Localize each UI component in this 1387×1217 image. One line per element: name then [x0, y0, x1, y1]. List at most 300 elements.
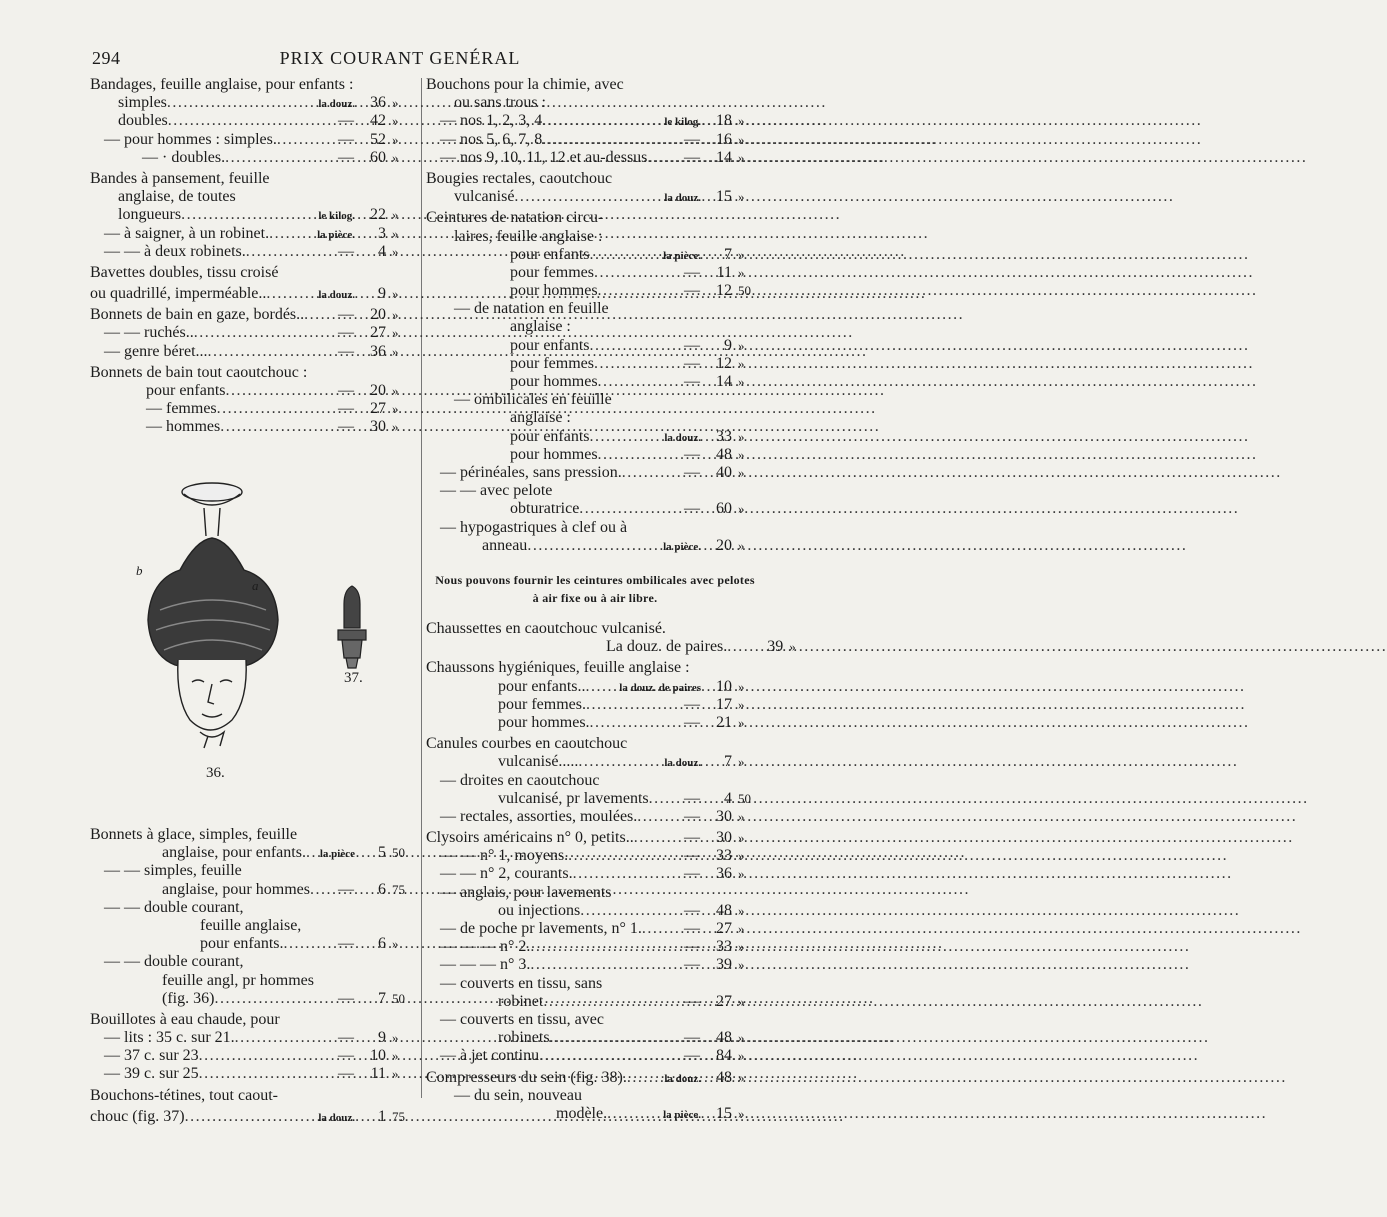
ditto-mark: —	[684, 148, 700, 166]
price-line	[426, 1105, 760, 1123]
price-cents: »	[392, 325, 399, 341]
price: 48	[716, 1068, 732, 1086]
price: 84	[716, 1047, 732, 1065]
item-text: La douz. de paires.	[606, 638, 728, 656]
price: 10	[716, 677, 732, 695]
price: 39	[716, 956, 732, 974]
price-line	[426, 391, 760, 409]
price-cents: »	[738, 1105, 745, 1121]
price-line	[426, 847, 760, 865]
item-text: pour hommes	[510, 373, 598, 390]
item-text: robinets	[498, 1029, 550, 1047]
leader-dots	[306, 844, 317, 862]
item-text: — à saigner, à un robinet.	[104, 224, 270, 242]
price-cents: »	[392, 225, 399, 241]
item-text: doubles	[118, 112, 168, 130]
leader-dots	[573, 865, 680, 883]
leader-dots	[622, 464, 680, 482]
item-text: obturatrice	[510, 500, 580, 518]
item-text: Chaussons hygiéniques, feuille anglaise :	[426, 659, 690, 677]
item-text: Bouchons pour la chimie, avec	[426, 76, 624, 93]
price: 33	[716, 427, 732, 445]
ditto-mark: —	[338, 130, 354, 148]
price: 39	[767, 638, 784, 656]
price-line	[90, 170, 414, 188]
price-line	[90, 225, 414, 243]
ditto-mark: —	[338, 418, 354, 436]
price-cents: »	[392, 419, 399, 435]
price-line	[426, 659, 760, 677]
item-text: chouc (fig. 37)	[90, 1107, 185, 1125]
price-cents: »	[738, 1069, 745, 1085]
leader-dots	[310, 881, 334, 899]
price: 9	[724, 336, 732, 354]
price-cents: »	[738, 374, 745, 389]
item-text: Chaussettes en caoutchouc vulcanisé.	[426, 620, 666, 637]
price-line	[426, 1069, 760, 1087]
fig37-illustration	[330, 582, 374, 672]
leader-dots	[226, 382, 334, 400]
price-cents: »	[392, 1048, 399, 1064]
price-line	[426, 500, 760, 518]
item-text: — pour hommes : simples.	[104, 130, 277, 148]
price-cents: »	[392, 207, 399, 223]
price: 48	[716, 445, 732, 463]
item-text: pour enfants	[510, 245, 590, 263]
unit: la pièce.	[663, 540, 701, 553]
item-text: — hypogastriques à clef ou à	[440, 518, 628, 536]
item-text: pour enfants	[510, 336, 590, 354]
leader-dots	[590, 246, 661, 264]
right-column	[426, 76, 760, 555]
ditto-mark: —	[684, 865, 700, 883]
price: 36	[716, 865, 732, 883]
price-cents: 50	[738, 283, 751, 299]
price: 52	[370, 130, 386, 148]
price-cents: »	[789, 639, 796, 655]
price-line	[90, 1029, 414, 1047]
price-line	[90, 418, 414, 436]
item-text: Compresseurs du sein (fig. 38).	[426, 1068, 627, 1086]
price-cents: »	[738, 149, 745, 165]
price: 20	[716, 536, 732, 554]
price-line	[90, 1047, 414, 1065]
item-text: — · doubles.	[142, 148, 226, 166]
leader-dots	[578, 753, 661, 771]
price-line	[90, 990, 414, 1008]
leader-dots	[246, 243, 334, 261]
leader-dots	[168, 112, 334, 130]
price-cents: »	[738, 264, 745, 280]
unit: la pièce.	[663, 1108, 701, 1121]
price-line	[426, 300, 760, 318]
price-cents: »	[738, 848, 745, 864]
item-text: ou sans trous :	[454, 94, 546, 112]
price-line	[426, 884, 760, 902]
price-cents: »	[738, 189, 745, 205]
item-text: — hommes	[146, 418, 221, 436]
leader-dots	[594, 264, 680, 282]
item-text: simples	[118, 94, 167, 112]
leader-dots	[594, 355, 680, 373]
item-text: anneau	[482, 536, 528, 554]
ditto-mark: —	[684, 1029, 700, 1047]
item-text: — droites en caoutchouc	[440, 771, 600, 789]
ditto-mark: —	[684, 992, 700, 1010]
price-cents: »	[738, 1030, 745, 1046]
price-line	[426, 428, 760, 446]
price-line	[90, 131, 414, 149]
price-cents: »	[738, 921, 745, 936]
price: 7	[378, 989, 386, 1007]
leader-dots	[208, 343, 334, 361]
price: 9	[378, 285, 386, 303]
leader-dots	[586, 678, 617, 696]
price-line	[426, 902, 760, 920]
leader-dots	[542, 131, 680, 149]
item-text: — — — n° 2.	[440, 938, 531, 956]
price-line	[426, 993, 760, 1011]
price-line	[426, 678, 760, 696]
price: 3	[378, 224, 386, 242]
item-text: — — — n° 3.	[440, 956, 531, 974]
item-text: — — double courant,	[104, 898, 244, 916]
price-line	[426, 1047, 760, 1065]
price-cents: »	[738, 464, 745, 480]
price-line	[90, 112, 414, 130]
price-line	[426, 446, 760, 464]
ditto-mark: —	[684, 463, 700, 481]
price: 5	[378, 844, 386, 862]
price: 40	[716, 463, 732, 481]
item-text: pour hommes	[510, 445, 598, 463]
price-line	[426, 829, 760, 847]
leader-dots	[543, 993, 680, 1011]
leader-dots	[220, 418, 334, 436]
item-text: — — à deux robinets.	[104, 242, 246, 260]
ditto-mark: —	[684, 500, 700, 518]
ditto-mark: —	[338, 880, 354, 898]
leader-dots	[199, 1065, 334, 1083]
fig37-caption: 37.	[344, 670, 363, 686]
price-line	[426, 337, 760, 355]
price-line	[426, 94, 760, 112]
unit: la douz.	[664, 1072, 701, 1085]
left-column-bottom	[90, 826, 414, 1126]
item-text: pour hommes	[510, 282, 598, 300]
item-text: laires, feuille anglaise :	[454, 227, 603, 245]
ditto-mark: —	[338, 148, 354, 166]
price: 30	[716, 807, 732, 825]
item-text: — couverts en tissu, avec	[440, 1010, 604, 1028]
leader-dots	[217, 400, 334, 418]
item-text: pour enfants..	[498, 677, 586, 695]
leader-dots	[530, 956, 680, 974]
item-text: — genre béret...	[104, 342, 208, 360]
price: 15	[716, 1104, 732, 1122]
item-text: Bonnets de bain en gaze, bordés..	[90, 306, 305, 324]
price: 18	[716, 112, 732, 130]
item-text: — ombilicales en feuille	[454, 391, 612, 409]
price-line	[426, 753, 760, 771]
price: 7	[724, 245, 732, 263]
fig36-illustration	[120, 470, 300, 750]
leader-dots	[580, 902, 680, 920]
ditto-mark: —	[338, 1047, 354, 1065]
item-text: pour enfants	[146, 382, 226, 399]
leader-dots	[235, 1029, 334, 1047]
price: 21	[716, 713, 732, 731]
price: 30	[716, 829, 732, 847]
item-text: pour enfants	[510, 427, 590, 445]
price: 20	[370, 306, 386, 324]
price: 27	[370, 400, 386, 418]
price-line	[90, 1108, 414, 1126]
price: 16	[716, 130, 732, 148]
ditto-mark: —	[684, 282, 700, 300]
ditto-mark: —	[338, 989, 354, 1007]
leader-dots	[539, 1047, 680, 1065]
ditto-mark: —	[338, 342, 354, 360]
running-title: PRIX COURANT GENÉRAL	[279, 48, 521, 68]
price: 27	[716, 992, 732, 1010]
price-line	[426, 808, 760, 826]
item-text: robinet	[498, 992, 544, 1010]
price: 10	[370, 1047, 386, 1065]
item-text: modèle.	[556, 1104, 608, 1122]
page-header	[0, 48, 800, 72]
price: 9	[378, 1029, 386, 1047]
price-line	[426, 482, 760, 500]
item-text: Bandes à pansement, feuille	[90, 169, 270, 187]
ditto-mark: —	[684, 263, 700, 281]
leader-dots	[598, 446, 680, 464]
price-line	[426, 1029, 760, 1047]
price-cents: »	[738, 537, 745, 553]
leader-dots	[514, 188, 661, 206]
item-text: — 39 c. sur 25	[104, 1065, 199, 1083]
price-cents: »	[738, 754, 745, 770]
ditto-mark: —	[338, 1065, 354, 1083]
leader-dots	[304, 306, 334, 324]
ditto-mark: —	[684, 354, 700, 372]
price-cents: »	[738, 1048, 745, 1064]
price-line	[426, 865, 760, 883]
item-text: pour femmes	[510, 263, 594, 281]
item-text: — nos 9, 10, 11, 12 et au-dessus	[440, 148, 648, 166]
price-cents: »	[738, 113, 745, 129]
price-line	[90, 400, 414, 418]
price-line	[426, 282, 760, 300]
ditto-mark: —	[684, 130, 700, 148]
ditto-mark: —	[338, 112, 354, 130]
item-text: — du sein, nouveau	[454, 1086, 582, 1104]
ditto-mark: —	[684, 1047, 700, 1065]
price-line	[426, 790, 760, 808]
price-line	[426, 620, 760, 638]
price-line	[90, 826, 414, 844]
item-text: — rectales, assorties, moulées.	[440, 807, 638, 825]
price-cents: 75	[392, 1108, 405, 1124]
note-line-1: Nous pouvons fournir les ceintures ombilicales avec pelotes	[435, 573, 755, 587]
leader-dots	[530, 938, 680, 956]
price-cents: 50	[392, 990, 405, 1006]
item-text: Clysoirs américains n° 0, petits..	[426, 829, 634, 847]
price-line	[90, 324, 414, 342]
unit: le kilog.	[664, 116, 701, 129]
price: 6	[378, 935, 386, 953]
unit: la douz.	[318, 1111, 355, 1124]
unit: la douz.	[664, 192, 701, 205]
ditto-mark: —	[338, 324, 354, 342]
price-cents: »	[392, 243, 399, 259]
unit: la pièce.	[663, 249, 701, 262]
leader-dots	[590, 337, 680, 355]
leader-dots	[181, 206, 315, 224]
item-text: Bavettes doubles, tissu croisé	[90, 263, 279, 281]
leader-dots	[214, 990, 334, 1008]
note-block	[422, 571, 768, 607]
leader-dots	[185, 1108, 316, 1126]
price-line	[426, 112, 760, 130]
price-line	[426, 76, 760, 94]
item-text: — de poche pr lavements, n° 1.	[440, 920, 642, 937]
ditto-mark: —	[684, 956, 700, 974]
item-text: pour femmes	[510, 354, 594, 372]
price-cents: »	[392, 286, 399, 302]
item-text: anglaise, pour hommes	[162, 880, 310, 898]
price: 4	[378, 242, 386, 260]
leader-dots	[590, 428, 662, 446]
leader-dots	[649, 790, 680, 808]
leader-dots	[167, 94, 315, 112]
price-line	[426, 228, 760, 246]
ditto-mark: —	[684, 373, 700, 390]
price-line	[426, 735, 760, 753]
price-line	[90, 899, 414, 917]
price: 1	[378, 1107, 386, 1125]
leader-dots	[269, 225, 314, 243]
price-cents: »	[392, 343, 399, 359]
ditto-mark: —	[684, 920, 700, 937]
leader-dots	[277, 131, 334, 149]
price-cents: »	[738, 355, 745, 371]
item-text: — périnéales, sans pression.	[440, 463, 622, 481]
item-text: — — ruchés..	[104, 324, 194, 342]
leader-dots	[647, 149, 680, 167]
price-cents: »	[738, 993, 745, 1009]
item-text: anglaise :	[510, 409, 571, 427]
price-line	[90, 364, 414, 382]
price-cents: »	[738, 866, 745, 882]
price-cents: »	[738, 830, 745, 846]
price-cents: »	[738, 246, 745, 262]
leader-dots	[598, 373, 680, 391]
price-cents: »	[392, 383, 399, 398]
price-line	[426, 519, 760, 537]
price: 6	[378, 880, 386, 898]
item-text: feuille anglaise,	[200, 916, 302, 934]
price-line	[90, 149, 414, 167]
note-line-2: à air fixe ou à air libre.	[532, 591, 658, 605]
price: 36	[370, 342, 386, 360]
ditto-mark: —	[338, 1029, 354, 1047]
price: 33	[716, 847, 732, 865]
ditto-mark: —	[684, 847, 700, 865]
price-cents: »	[738, 131, 745, 147]
leader-dots	[590, 714, 680, 732]
item-text: anglaise :	[510, 318, 571, 336]
item-text: Canules courbes en caoutchouc	[426, 735, 628, 753]
item-text: Bonnets de bain tout caoutchouc :	[90, 363, 308, 381]
item-text: Bonnets à glace, simples, feuille	[90, 826, 298, 843]
price-cents: »	[392, 401, 399, 417]
price-line	[426, 938, 760, 956]
price-line	[90, 1065, 414, 1083]
ditto-mark: —	[684, 901, 700, 919]
leader-dots	[542, 112, 661, 130]
price-line	[90, 206, 414, 224]
price-line	[90, 844, 414, 862]
item-text: Ceintures de natation circu-	[426, 209, 604, 227]
leader-dots	[586, 696, 680, 714]
price: 12	[716, 354, 732, 372]
price-line	[426, 373, 760, 391]
price-cents: »	[738, 957, 745, 973]
price-line	[426, 638, 796, 656]
price-line	[90, 935, 414, 953]
ditto-mark: —	[338, 382, 354, 399]
ditto-mark: —	[338, 935, 354, 953]
price-line	[426, 537, 760, 555]
leader-dots	[598, 282, 680, 300]
leader-dots	[642, 920, 680, 938]
price-cents: »	[738, 678, 745, 694]
price-line	[426, 464, 760, 482]
price-cents: »	[738, 337, 745, 353]
item-text: — 37 c. sur 23	[104, 1047, 199, 1065]
item-text: — — n° 2, courants.	[440, 865, 573, 883]
price: 7	[724, 753, 732, 771]
item-text: — nos 5, 6, 7, 8	[440, 130, 543, 148]
price: 22	[370, 206, 386, 224]
price-line	[426, 1087, 760, 1105]
price-line	[90, 94, 414, 112]
page-number: 294	[92, 48, 121, 68]
price-line	[90, 343, 414, 361]
price-line	[90, 1087, 414, 1105]
price-cents: »	[738, 428, 745, 444]
price-cents: »	[392, 95, 399, 111]
price: 33	[716, 938, 732, 956]
item-text: Bouillotes à eau chaude, pour	[90, 1010, 280, 1028]
fig36-letter-b: b	[136, 563, 143, 578]
price-line	[90, 243, 414, 261]
leader-dots	[634, 829, 680, 847]
ditto-mark: —	[684, 713, 700, 731]
price-line	[90, 285, 414, 303]
item-text: vulcanisé.....	[498, 753, 579, 771]
item-text: feuille angl, pr hommes	[162, 971, 314, 989]
price-cents: »	[738, 939, 745, 955]
price-line	[90, 917, 414, 935]
price-line	[426, 188, 760, 206]
price-cents: »	[392, 149, 399, 165]
price: 14	[716, 373, 732, 390]
item-text: vulcanisé, pr lavements	[498, 789, 649, 807]
item-text: ou injections	[498, 901, 581, 919]
price: 27	[370, 324, 386, 342]
